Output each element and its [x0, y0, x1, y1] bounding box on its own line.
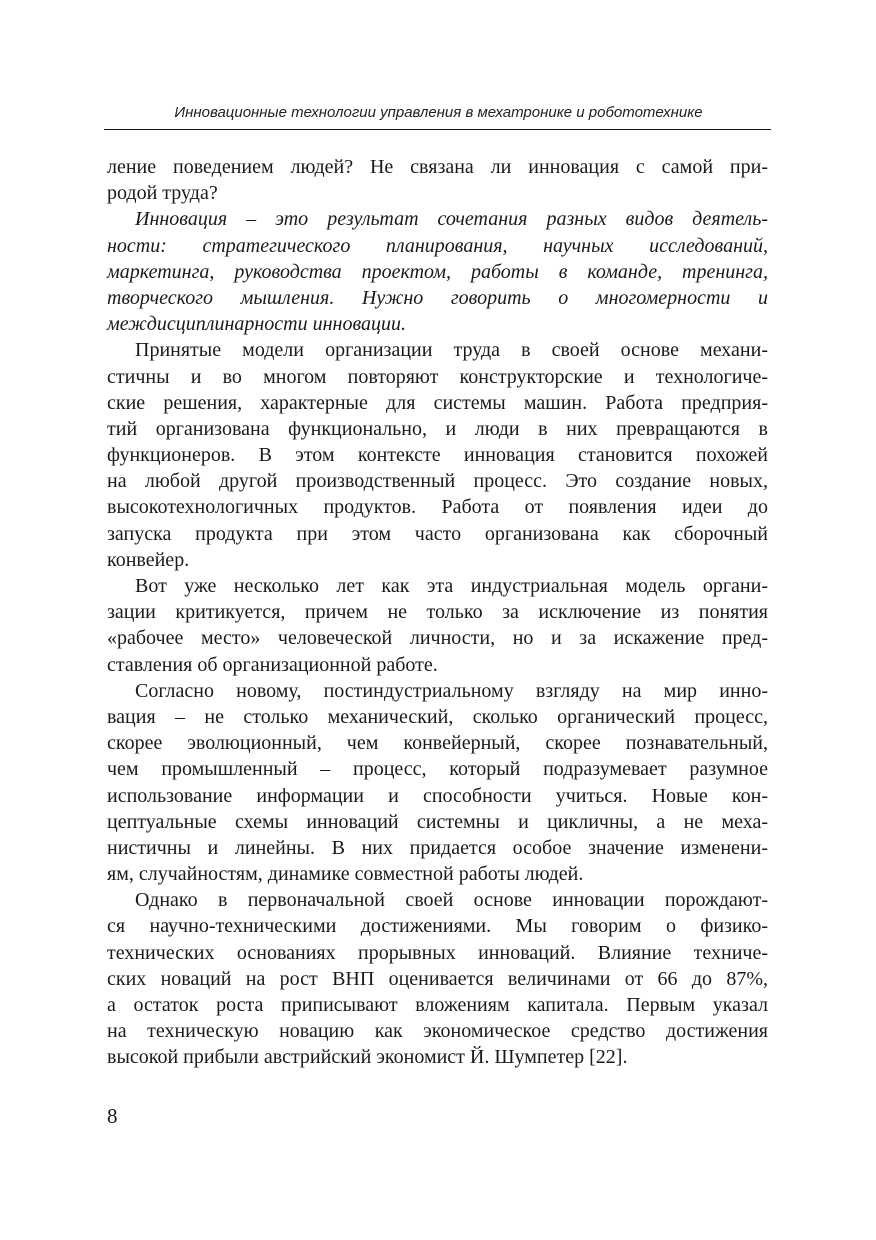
page-number: 8 — [107, 1104, 118, 1128]
text-line: ности: стратегического планирования, научных исследований, — [107, 234, 768, 257]
text-line: стичны и во многом повторяют конструкторские и технологиче- — [107, 365, 768, 388]
paragraph — [107, 678, 768, 888]
text-line: ских новаций на рост ВНП оценивается величинами от 66 до 87%, — [107, 967, 768, 990]
text-line: «рабочее место» человеческой личности, но и за искажение пред- — [107, 627, 768, 650]
text-line: скорее эволюционный, чем конвейерный, скорее познавательный, — [107, 732, 768, 755]
text-line: Инновация – это результат сочетания разных видов деятель- — [135, 208, 768, 231]
text-line: вация – не столько механический, сколько органический процесс, — [107, 705, 768, 728]
text-line: функционеров. В этом контексте инновация становится похожей — [107, 444, 768, 467]
text-line: нистичны и линейны. В них придается особое значение изменени- — [107, 836, 768, 859]
text-line: использование информации и способности учиться. Новые кон- — [107, 784, 768, 807]
running-header: Инновационные технологии управления в мехатронике и робототехнике — [174, 104, 703, 121]
text-line: ские решения, характерные для системы машин. Работа предприя- — [107, 391, 768, 414]
text-line: тий организована функционально, и люди в них превращаются в — [107, 417, 768, 440]
text-line: Однако в первоначальной своей основе инновации порождают- — [135, 889, 768, 912]
text-line: ям, случайностям, динамике совместной работы людей. — [107, 863, 584, 886]
text-line: а остаток роста приписывают вложениям капитала. Первым указал — [107, 994, 768, 1016]
text-line: Принятые модели организации труда в своей основе механи- — [135, 339, 768, 362]
text-line: Согласно новому, постиндустриальному взгляду на мир инно- — [135, 679, 768, 702]
text-line: ление поведением людей? Не связана ли инновация с самой при- — [107, 156, 768, 178]
text-line: междисциплинарности инновации. — [107, 313, 407, 336]
text-line: высокой прибыли австрийский экономист Й. Шумпетер [22]. — [107, 1046, 628, 1069]
text-line: на любой другой производственный процесс. Это создание новых, — [107, 470, 768, 493]
header-rule — [104, 129, 771, 130]
text-line: запуска продукта при этом часто организована как сборочный — [107, 522, 768, 545]
text-line: чем промышленный – процесс, который подразумевает разумное — [107, 758, 768, 781]
text-line: родой труда? — [107, 182, 218, 205]
text-line: ставления об организационной работе. — [107, 653, 438, 676]
text-line: конвейер. — [107, 548, 190, 571]
paragraph — [107, 887, 768, 1070]
text-line: зации критикуется, причем не только за исключение из понятия — [107, 601, 768, 624]
text-line: технических основаниях прорывных инноваций. Влияние техниче- — [107, 941, 768, 964]
page-body — [107, 154, 768, 1071]
text-line: цептуальные схемы инноваций системны и цикличны, а не меха- — [107, 810, 768, 833]
paragraph — [107, 573, 768, 678]
paragraph — [107, 154, 768, 206]
text-line: Вот уже несколько лет как эта индустриальная модель органи- — [135, 575, 768, 597]
text-line: высокотехнологичных продуктов. Работа от появления идеи до — [107, 496, 768, 519]
text-line: творческого мышления. Нужно говорить о многомерности и — [107, 286, 768, 309]
italic-paragraph — [107, 206, 768, 337]
text-line: на техническую новацию как экономическое средство достижения — [107, 1020, 768, 1043]
text-line: маркетинга, руководства проектом, работы в команде, тренинга, — [107, 260, 768, 283]
text-line: ся научно-техническими достижениями. Мы говорим о физико- — [107, 915, 768, 938]
paragraph — [107, 337, 768, 573]
